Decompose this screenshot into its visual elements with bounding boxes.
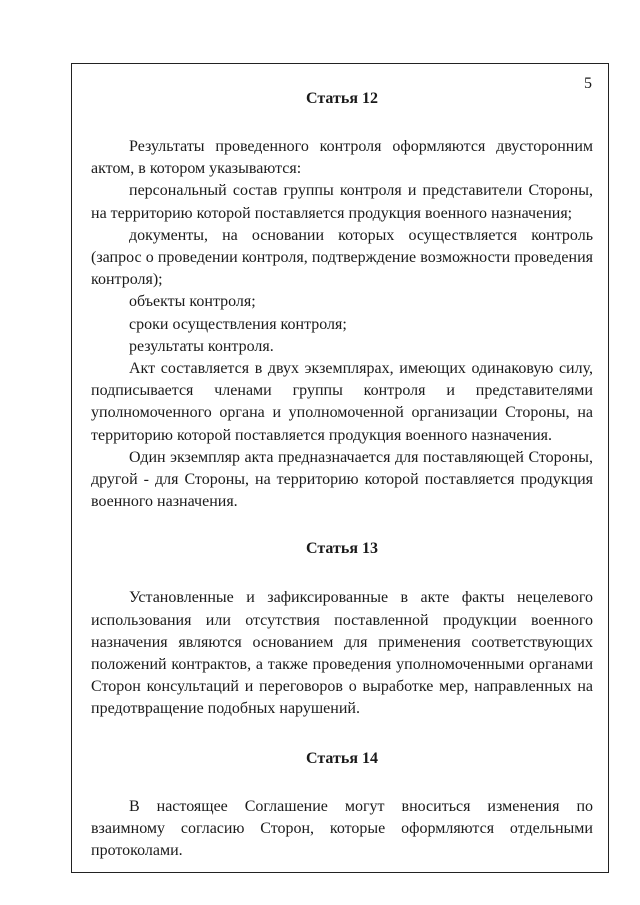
article-12-paragraph: объекты контроля; xyxy=(129,293,256,311)
page-number: 5 xyxy=(584,75,592,92)
article-12-heading: Статья 12 xyxy=(306,90,378,107)
article-12-paragraph: документы, на основании которых осуществляется контроль (запрос о проведении контроля, подтверждение возможности проведения контроля); xyxy=(91,226,593,289)
article-14-paragraph: В настоящее Соглашение могут вноситься изменения по взаимному согласию Сторон, которые оформляются отдельными протоколами. xyxy=(91,797,593,860)
article-12-paragraph: сроки осуществления контроля; xyxy=(129,315,347,333)
article-12-paragraph: Результаты проведенного контроля оформляются двусторонним актом, в котором указываются: xyxy=(91,138,593,178)
document-body xyxy=(91,88,593,862)
article-12-paragraph: результаты контроля. xyxy=(129,337,274,355)
article-12-paragraph: Акт составляется в двух экземплярах, имеющих одинаковую силу, подписывается членами группы контроля и представителями уполномоченного органа и уполномоченной организации Стороны, на территорию которой поставляется продукция военного назначения. xyxy=(91,360,593,444)
article-12-paragraph: Один экземпляр акта предназначается для поставляющей Стороны, другой - для Стороны, на территорию которой поставляется продукция военного назначения. xyxy=(91,448,593,511)
article-13-heading: Статья 13 xyxy=(306,540,378,558)
article-12-paragraph: персональный состав группы контроля и представители Стороны, на территорию которой поставляется продукция военного назначения; xyxy=(91,182,593,222)
article-13-paragraph: Установленные и зафиксированные в акте факты нецелевого использования или отсутствия поставленной продукции военного назначения являются основанием для применения соответствующих положений контрактов, а также проведения уполномоченными органами Сторон консультаций и переговоров о выработке мер, направленных на предотвращение подобных нарушений. xyxy=(91,589,593,718)
article-14-heading: Статья 14 xyxy=(306,749,378,767)
